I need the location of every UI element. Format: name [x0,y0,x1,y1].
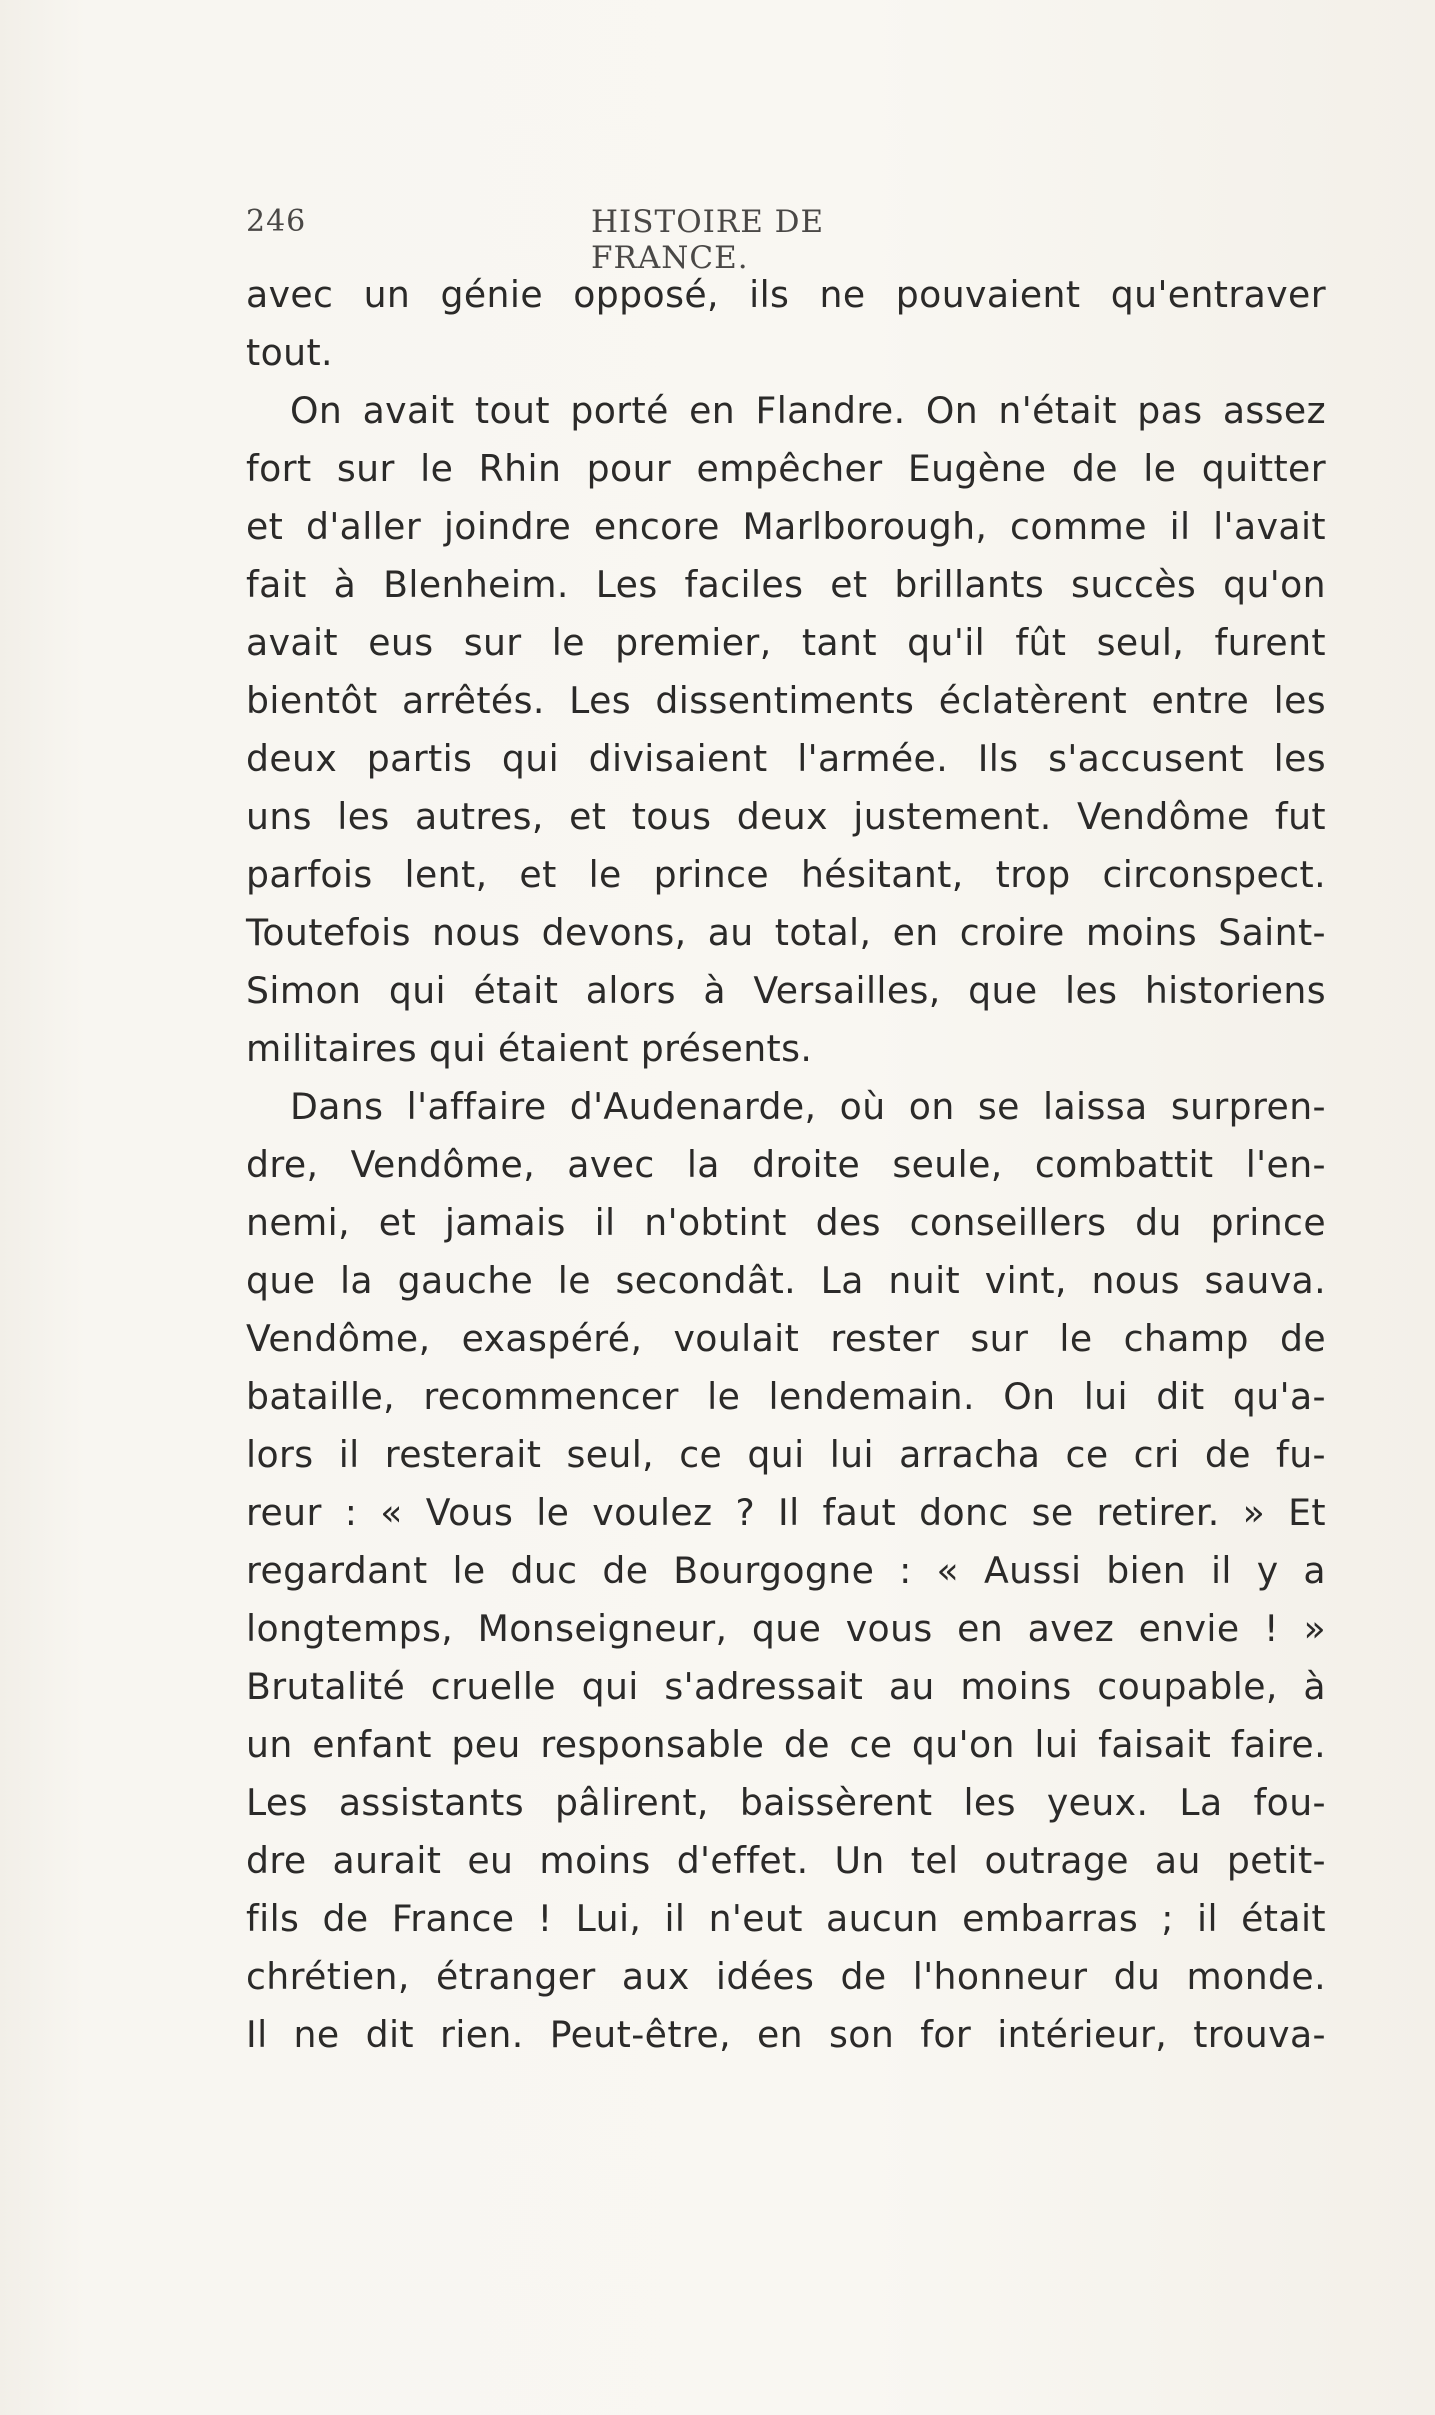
text-line: militaires qui étaient présents. [246,1027,813,1070]
text-line: longtemps, Monseigneur, que vous en avez envie ! » [246,1607,1326,1650]
text-line: uns les autres, et tous deux justement. Vendôme fut [246,795,1326,838]
text-line: que la gauche le secondât. La nuit vint, nous sauva. [246,1259,1326,1302]
text-line: Toutefois nous devons, au total, en croire moins Saint- [246,911,1326,954]
text-line: tout. [246,331,333,374]
paragraph-start-line: Dans l'affaire d'Audenarde, où on se laissa surpren- [290,1085,1326,1128]
text-line: fils de France ! Lui, il n'eut aucun embarras ; il était [246,1897,1326,1940]
text-line: un enfant peu responsable de ce qu'on lui faisait faire. [246,1723,1326,1766]
text-line: nemi, et jamais il n'obtint des conseillers du prince [246,1201,1326,1244]
text-line: Il ne dit rien. Peut-être, en son for intérieur, trouva- [246,2013,1326,2056]
text-line: et d'aller joindre encore Marlborough, comme il l'avait [246,505,1326,548]
text-line: bientôt arrêtés. Les dissentiments éclatèrent entre les [246,679,1326,722]
text-line: parfois lent, et le prince hésitant, trop circonspect. [246,853,1326,896]
text-line: regardant le duc de Bourgogne : « Aussi bien il y a [246,1549,1326,1592]
text-line: dre aurait eu moins d'effet. Un tel outrage au petit- [246,1839,1326,1882]
paragraph-start-line: On avait tout porté en Flandre. On n'était pas assez [290,389,1326,432]
text-line: reur : « Vous le voulez ? Il faut donc se retirer. » Et [246,1491,1326,1534]
text-line: Les assistants pâlirent, baissèrent les yeux. La fou- [246,1781,1326,1824]
text-line: Vendôme, exaspéré, voulait rester sur le champ de [246,1317,1326,1360]
text-line: chrétien, étranger aux idées de l'honneur du monde. [246,1955,1326,1998]
text-line: avait eus sur le premier, tant qu'il fût seul, furent [246,621,1326,664]
text-line: Brutalité cruelle qui s'adressait au moins coupable, à [246,1665,1326,1708]
running-header [246,200,986,276]
text-line: fait à Blenheim. Les faciles et brillants succès qu'on [246,563,1326,606]
text-line: dre, Vendôme, avec la droite seule, combattit l'en- [246,1143,1326,1186]
text-line: bataille, recommencer le lendemain. On lui dit qu'a- [246,1375,1326,1418]
running-title: HISTOIRE DE FRANCE. [591,204,825,276]
text-line: Simon qui était alors à Versailles, que les historiens [246,969,1326,1012]
text-line: deux partis qui divisaient l'armée. Ils s'accusent les [246,737,1326,780]
text-line: fort sur le Rhin pour empêcher Eugène de le quitter [246,447,1326,490]
body-text [246,266,1326,2064]
text-line: lors il resterait seul, ce qui lui arracha ce cri de fu- [246,1433,1326,1476]
page-number: 246 [246,204,307,239]
text-line: avec un génie opposé, ils ne pouvaient qu'entraver [246,273,1326,316]
